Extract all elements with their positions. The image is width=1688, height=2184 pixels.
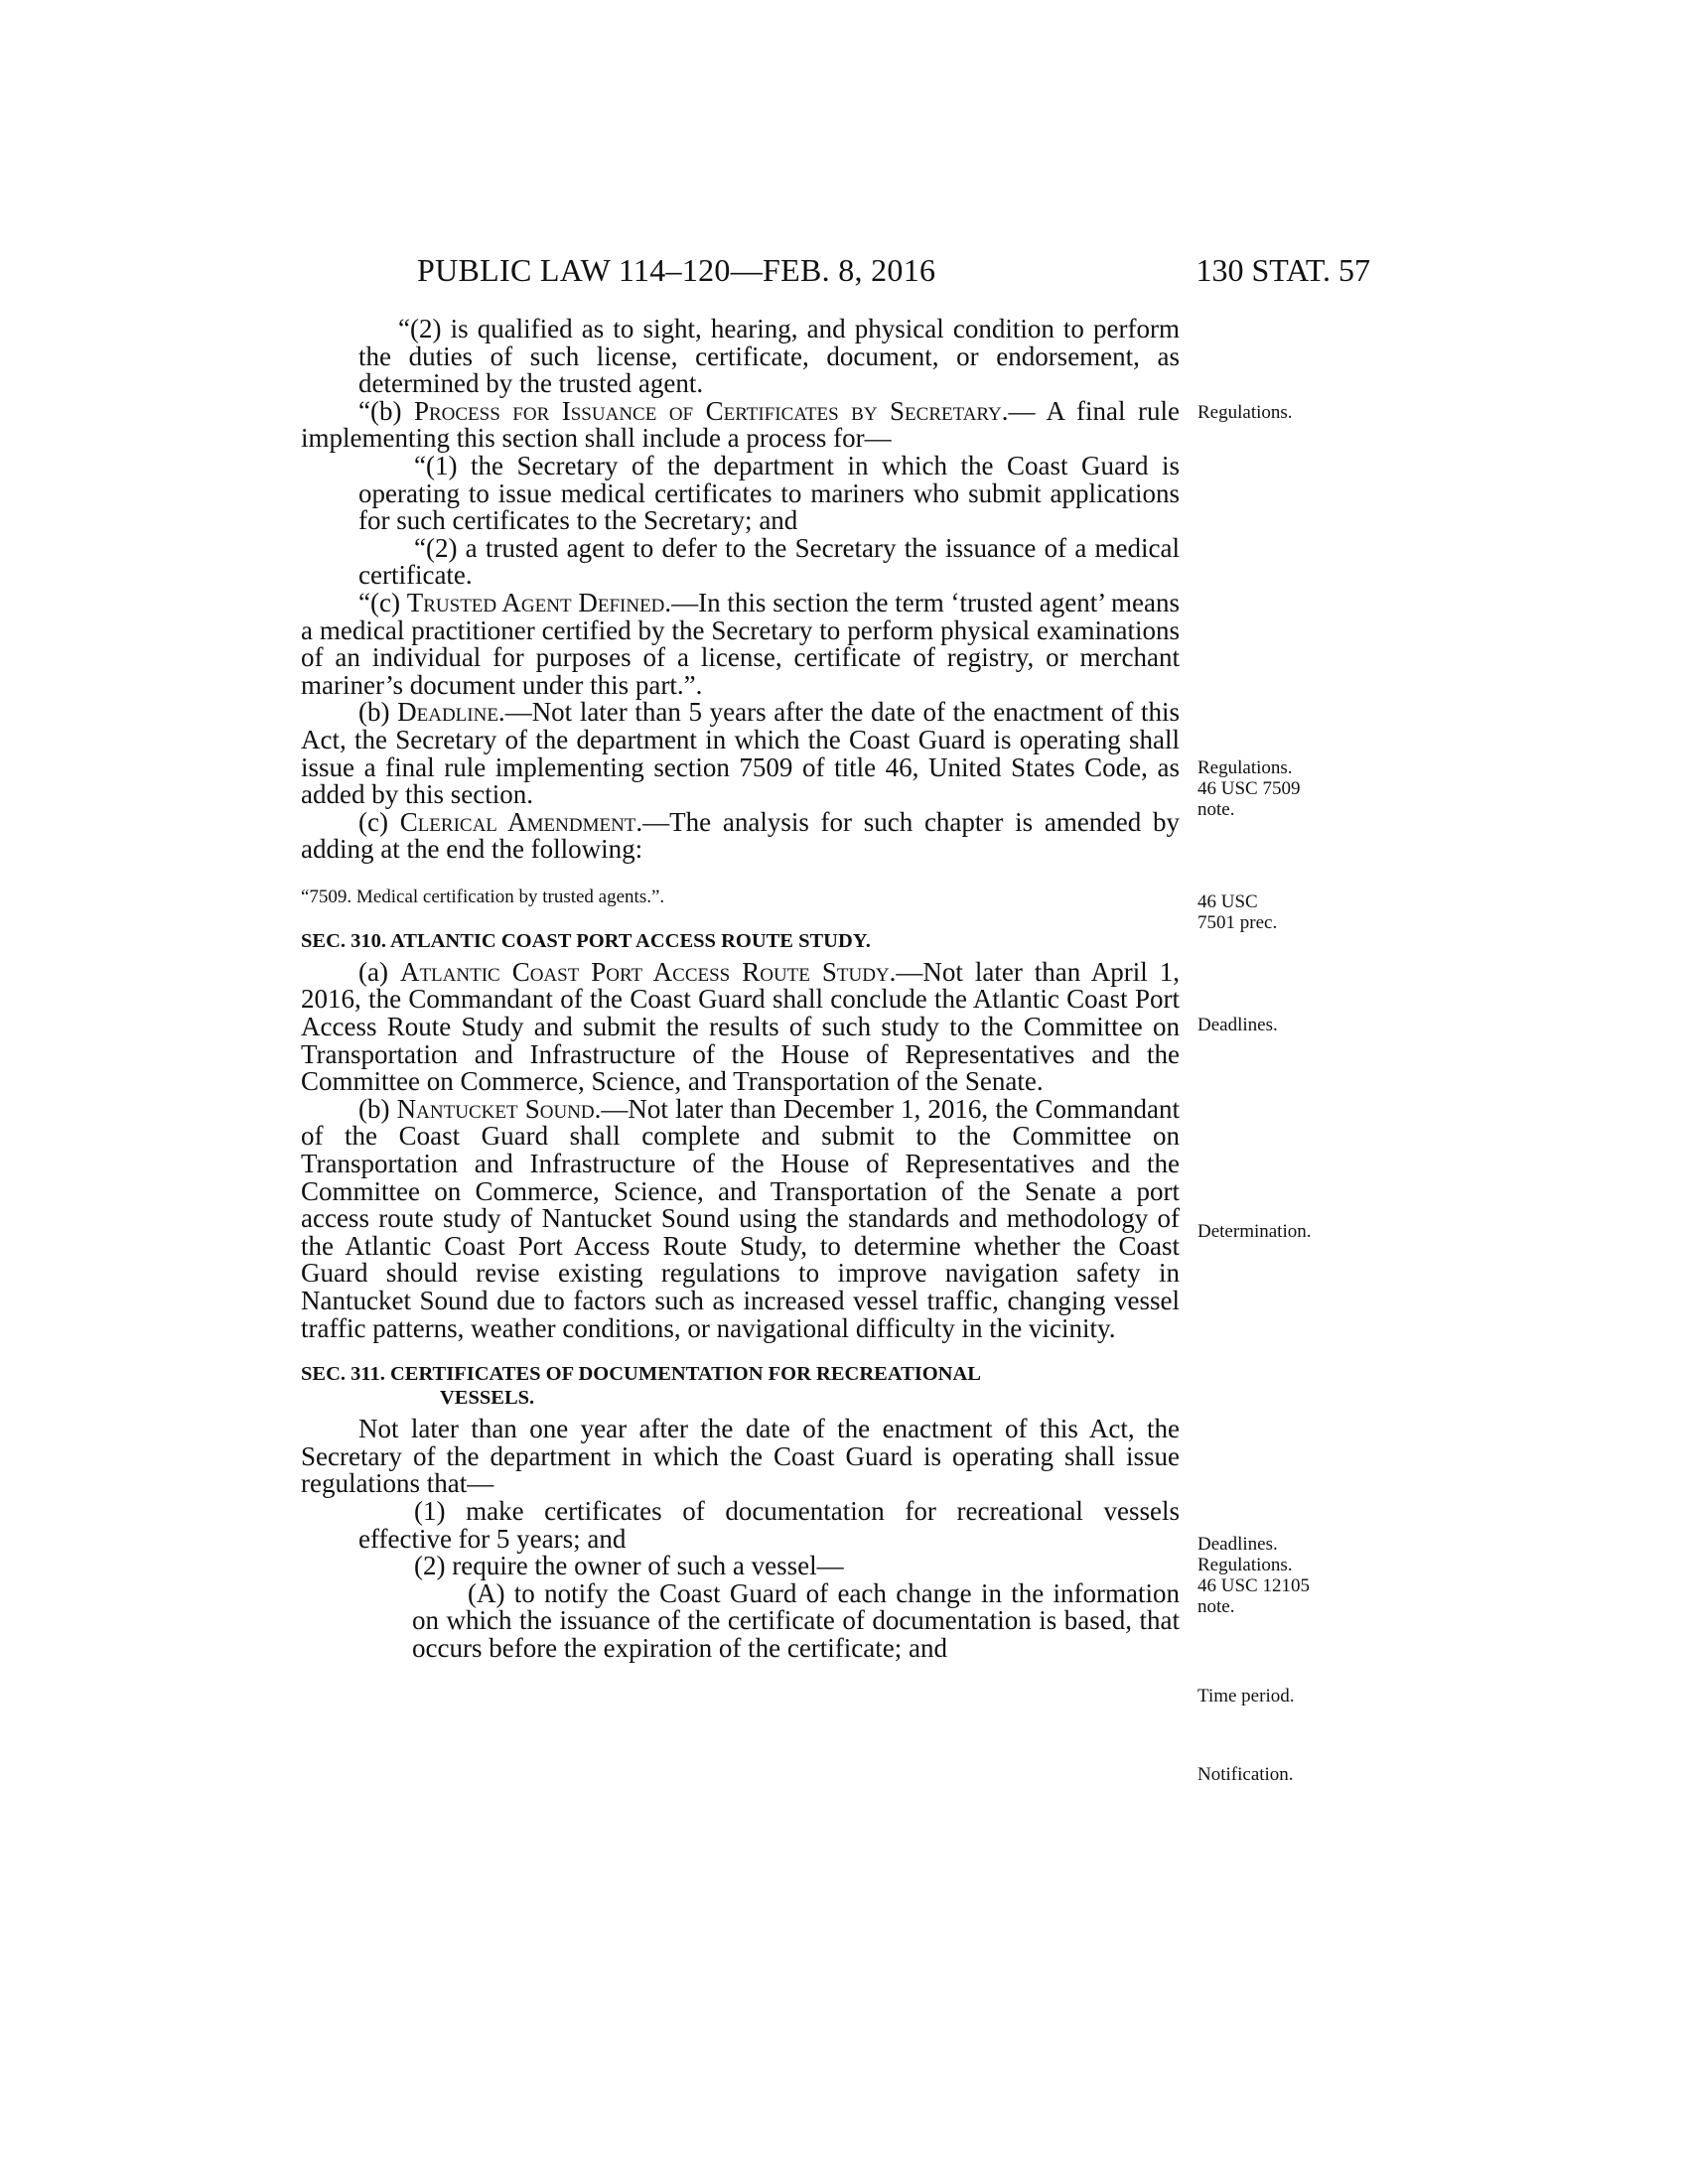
margin-note-line: Regulations. [1197, 1555, 1293, 1575]
subsection-title: Nantucket Sound. [396, 1093, 602, 1124]
margin-note-line: 46 USC [1197, 891, 1258, 912]
margin-note: Regulations. [1197, 402, 1293, 423]
analysis-entry: “7509. Medical certification by trusted agents.”. [301, 886, 665, 907]
subsection-label: (b) [358, 697, 398, 728]
margin-note-line: 46 USC 7509 [1197, 778, 1301, 799]
subsection-title: Process for Issuance of Certificates by Secretary. [413, 395, 1009, 426]
subsection-title: Trusted Agent Defined. [406, 587, 672, 617]
subsection-heading-paragraph [301, 956, 1180, 1097]
paragraph [301, 316, 1180, 398]
subsection-title: Clerical Amendment. [399, 806, 643, 837]
paragraph-text: Not later than one year after the date of the enactment of this Act, the Secretary of the department in which the Coast Guard is operating shall issue regulations that— [301, 1414, 1180, 1499]
paragraph-text: —Not later than December 1, 2016, the Commandant of the Coast Guard shall complete and submit to the Committee on Transportation and Infrastructure of the House of Representatives and the Committee on Commerce, Science, and Transportation of the Senate a port access route study of Nantucket Sound using the standards and methodology of the Atlantic Coast Port Access Route Study, to determine whether the Coast Guard should revise existing regulations to improve navigation safety in Nantucket Sound due to factors such as increased vessel traffic, changing vessel traffic patterns, weather conditions, or navigational difficulty in the vicinity. [301, 1093, 1181, 1343]
page-header [417, 250, 1370, 290]
subsection-label: (b) [358, 1093, 397, 1124]
paragraph-text: —In this section the term ‘trusted agent’ means a medical practitioner certified by the Secretary to perform physical examinations of an individual for purposes of a license, certificate of registry, or merchant mariner’s document under this part.”. [301, 587, 1180, 700]
paragraph-text: (A) to notify the Coast Guard of each change in the information on which the issuance of the certificate of documentation is based, that occurs before the expiration of the certificate; and [412, 1577, 1180, 1663]
paragraph [301, 1577, 1180, 1663]
document-body [301, 316, 1180, 1663]
margin-note: Notification. [1197, 1764, 1294, 1785]
subsection-title: Atlantic Coast Port Access Route Study. [399, 956, 897, 987]
margin-note-line: 7501 prec. [1197, 912, 1278, 933]
page-number: 130 STAT. 57 [1196, 252, 1370, 288]
margin-note: Time period. [1197, 1686, 1295, 1706]
paragraph [301, 1553, 1180, 1580]
margin-note-line: 46 USC 12105 [1197, 1575, 1310, 1596]
margin-note-line: note. [1197, 1596, 1235, 1617]
subsection-heading-paragraph [301, 395, 1180, 454]
paragraph-text: “(1) the Secretary of the department in which the Coast Guard is operating to issue medical certificates to mariners who submit applications for such certificates to the Secretary; and [358, 450, 1180, 536]
section-heading-line: SEC. 311. CERTIFICATES OF DOCUMENTATION FOR RECREATIONAL [301, 1363, 981, 1386]
paragraph-text: —Not later than April 1, 2016, the Commandant of the Coast Guard shall conclude the Atlantic Coast Port Access Route Study and submit the results of such study to the Committee on Transportation and Infrastructure of the House of Representatives and the Committee on Commerce, Science, and Transportation of the Senate. [301, 956, 1180, 1097]
margin-note: Determination. [1197, 1221, 1312, 1242]
paragraph-text: — A final rule implementing this section shall include a process for— [301, 395, 1180, 454]
margin-note-line: Regulations. [1197, 757, 1293, 778]
paragraph-text: “(2) a trusted agent to defer to the Secretary the issuance of a medical certificate. [358, 532, 1180, 591]
paragraph-text: —The analysis for such chapter is amended by adding at the end the following: [301, 806, 1181, 865]
paragraph [301, 1416, 1180, 1498]
margin-note-line: note. [1197, 799, 1235, 820]
paragraph [301, 532, 1180, 591]
margin-note [1197, 1534, 1356, 1617]
paragraph-text: —Not later than 5 years after the date of the enactment of this Act, the Secretary of the department in which the Coast Guard is operating shall issue a final rule implementing section 7509 of title 46, United States Code, as added by this section. [301, 697, 1180, 810]
paragraph-text: “(2) is qualified as to sight, hearing, and physical condition to perform the duties of such license, certificate, document, or endorsement, as determined by the trusted agent. [358, 314, 1180, 399]
margin-note [1197, 891, 1356, 933]
subsection-heading-paragraph [301, 806, 1181, 865]
paragraph [301, 450, 1180, 536]
subsection-heading-paragraph [301, 699, 1180, 808]
margin-note [1197, 757, 1356, 820]
subsection-heading-paragraph [301, 587, 1180, 700]
margin-note: Deadlines. [1197, 1015, 1278, 1035]
margin-note-line: Deadlines. [1197, 1534, 1278, 1555]
subsection-title: Deadline. [397, 697, 505, 728]
section-heading-line: VESSELS. [440, 1387, 535, 1410]
subsection-label: (a) [358, 956, 400, 987]
subsection-label: “(c) [358, 587, 407, 617]
subsection-label: “(b) [358, 395, 414, 426]
subsection-label: (c) [358, 806, 400, 837]
paragraph-text: (2) require the owner of such a vessel— [414, 1551, 844, 1581]
subsection-heading-paragraph [301, 1093, 1181, 1343]
section-heading [301, 1362, 1180, 1410]
section-heading: SEC. 310. ATLANTIC COAST PORT ACCESS ROUTE STUDY. [301, 929, 871, 952]
running-title: PUBLIC LAW 114–120—FEB. 8, 2016 [417, 252, 936, 288]
paragraph [301, 1495, 1180, 1554]
paragraph-text: (1) make certificates of documentation for recreational vessels effective for 5 years; and [358, 1495, 1180, 1554]
